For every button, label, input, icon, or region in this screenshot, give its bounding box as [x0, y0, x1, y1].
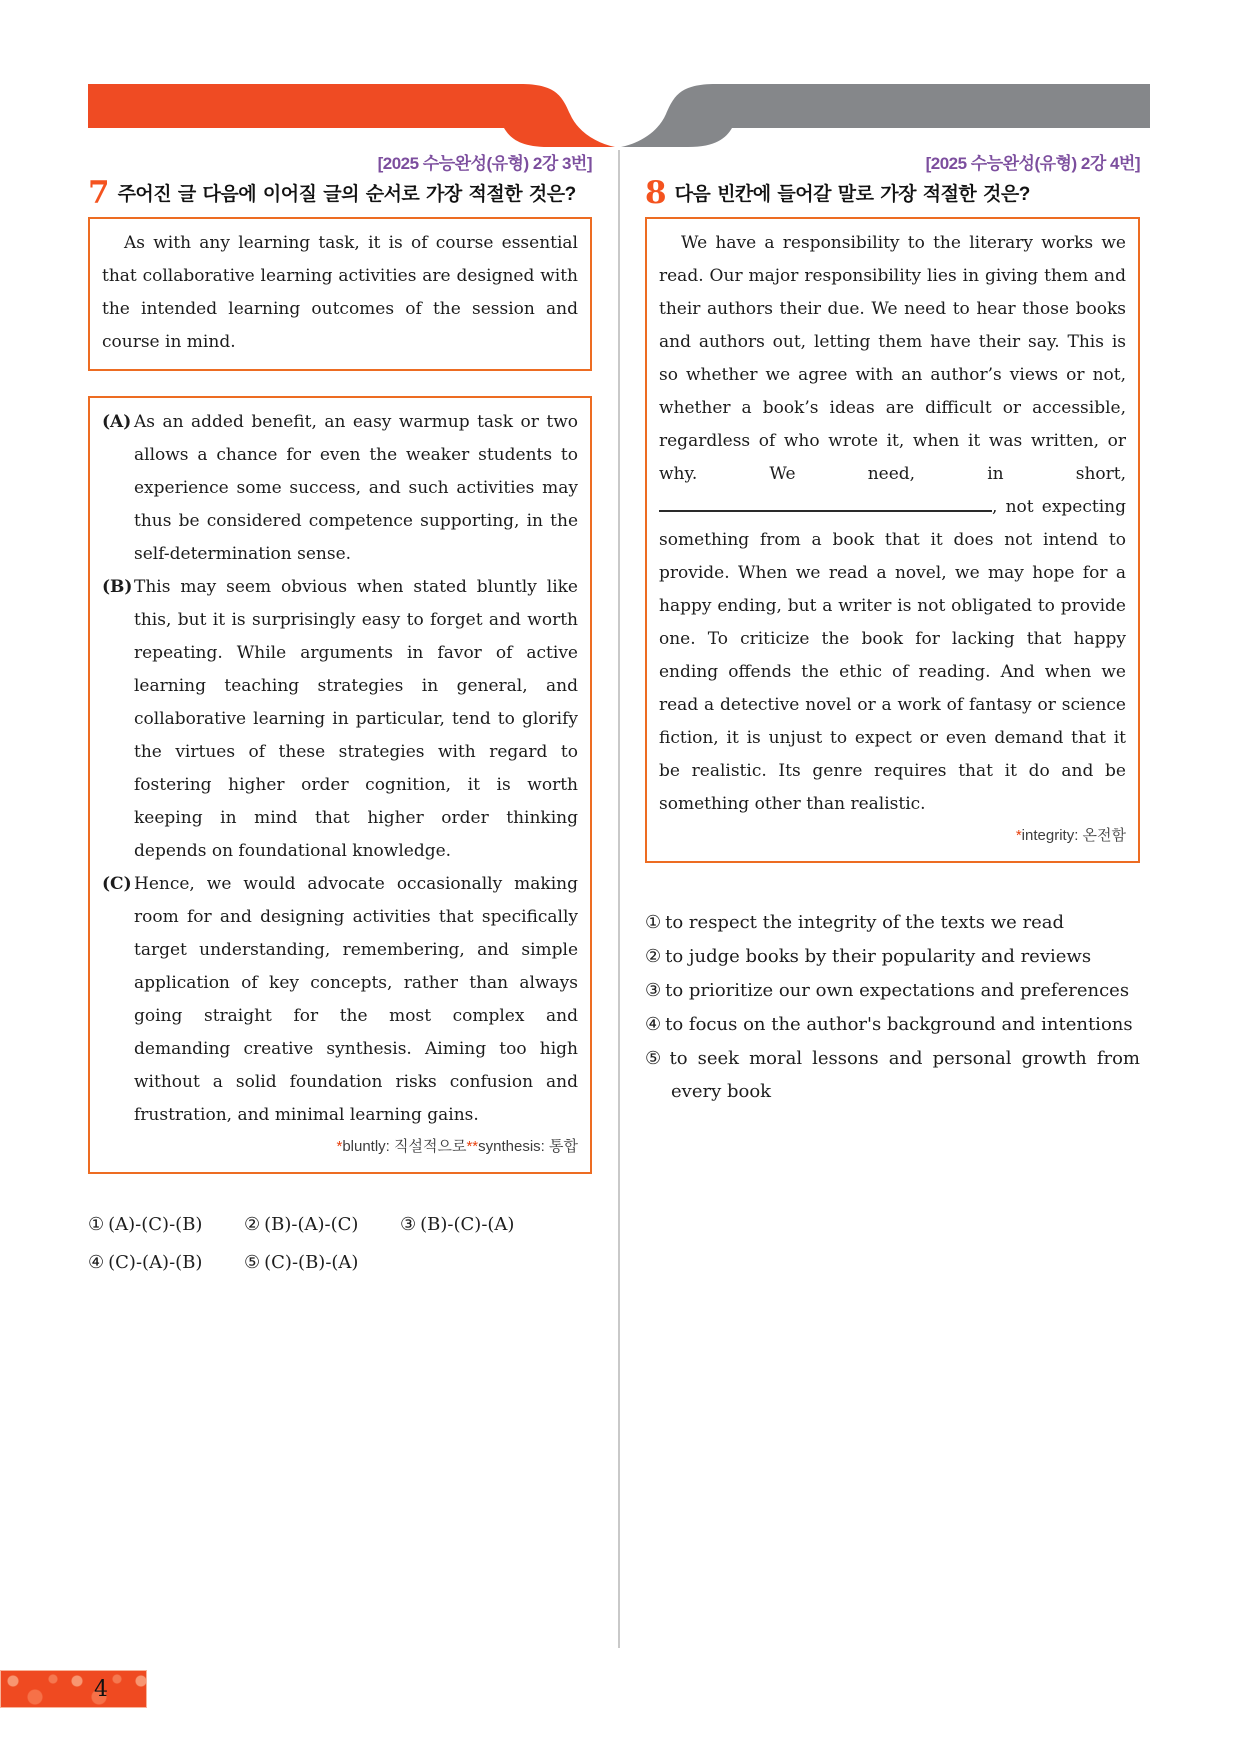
option-3-number: ③ — [400, 1214, 417, 1235]
option-5 — [645, 1042, 1140, 1108]
question-7-given-box — [88, 217, 592, 371]
option-2 — [244, 1208, 400, 1242]
footnote-text: integrity: 온전함 — [1021, 827, 1126, 844]
question-8-column — [645, 152, 1140, 1109]
option-2-text: to judge books by their popularity and reviews — [665, 946, 1092, 967]
option-5-number: ⑤ — [244, 1252, 261, 1273]
option-4 — [88, 1246, 244, 1280]
footnote-asterisk: ** — [466, 1138, 479, 1155]
question-8-passage — [659, 227, 1126, 821]
option-1-number: ① — [88, 1214, 105, 1235]
header-band-left — [88, 84, 615, 147]
paragraph-B-text: This may seem obvious when stated bluntly like this, but it is surprisingly easy to forget and worth repeating. While arguments in favor of active learning teaching strategies in general, and collaborative learning in particular, tend to glorify the virtues of these strategies with regard to fostering higher order cognition, it is worth keeping in mind that higher order thinking depends on foundational knowledge. — [134, 577, 578, 861]
option-1 — [645, 906, 1140, 939]
paragraph-A-text: As an added benefit, an easy warmup task or two allows a chance for even the weaker students to experience some success, and such activities may thus be considered competence supporting, in the self-determination sense. — [134, 412, 578, 564]
question-7-column — [88, 152, 592, 1280]
question-8-heading — [645, 175, 1140, 211]
passage-before-blank: We have a responsibility to the literary works we read. Our major responsibility lies in giving them and their authors their due. We need to hear those books and authors out, letting them have their say. This is so whether we agree with an author’s views or not, whether a book’s ideas are difficult or accessible, regardless of who wrote it, when it was written, or why. We need, in short, — [659, 233, 1126, 484]
paragraph-A-label: (A) — [102, 412, 132, 432]
option-2-number: ② — [645, 946, 662, 967]
question-7-prompt: 주어진 글 다음에 이어질 글의 순서로 가장 적절한 것은? — [117, 184, 576, 205]
option-3 — [400, 1208, 592, 1242]
header-decoration — [0, 0, 1240, 160]
option-4-number: ④ — [88, 1252, 105, 1273]
footnote-text: bluntly: 직설적으로 — [342, 1138, 467, 1155]
paragraph-B-label: (B) — [102, 577, 133, 597]
question-8-footnote — [659, 821, 1126, 851]
question-8-options — [645, 906, 1140, 1108]
option-5-text: (C)-(B)-(A) — [264, 1252, 359, 1273]
paragraph-B — [102, 571, 578, 868]
page-number-band — [0, 1670, 147, 1708]
passage-after-blank: , not expecting something from a book that it does not intend to provide. When we read a novel, we may hope for a happy ending, but a writer is not obligated to provide one. To criticize the book for lacking that happy ending offends the ethic of reading. And when we read a detective novel or a work of fantasy or science fiction, it is unjust to expect or even demand that it be realistic. Its genre requires that it do and be something other than realistic. — [659, 497, 1126, 814]
option-5 — [244, 1246, 400, 1280]
paragraph-A — [102, 406, 578, 571]
footnote-text: synthesis: 통합 — [478, 1138, 578, 1155]
footnote-asterisk: * — [336, 1138, 343, 1155]
fill-in-blank-line — [659, 498, 992, 512]
question-8-passage-box — [645, 217, 1140, 863]
option-3 — [645, 974, 1140, 1007]
option-1-text: (A)-(C)-(B) — [108, 1214, 203, 1235]
paragraph-C-label: (C) — [102, 874, 132, 894]
option-3-text: to prioritize our own expectations and preferences — [665, 980, 1130, 1001]
footnote-asterisk: * — [1015, 827, 1022, 844]
option-2-text: (B)-(A)-(C) — [264, 1214, 359, 1235]
option-4-text: (C)-(A)-(B) — [108, 1252, 203, 1273]
question-7-number: 7 — [88, 175, 110, 211]
page-number: 4 — [94, 1676, 108, 1702]
question-7-options — [88, 1208, 592, 1280]
column-divider — [618, 150, 620, 1648]
source-reference-q7: [2025 수능완성(유형) 2강 3번] — [377, 154, 592, 173]
header-band-right — [621, 84, 1150, 147]
option-4-number: ④ — [645, 1014, 662, 1035]
option-1-number: ① — [645, 912, 662, 933]
question-7-heading — [88, 175, 592, 211]
question-7-given-text: As with any learning task, it is of course essential that collaborative learning activities are designed with the intended learning outcomes of the session and course in mind. — [102, 233, 578, 352]
question-7-footnote — [102, 1132, 578, 1162]
paragraph-C-text: Hence, we would advocate occasionally making room for and designing activities that specifically target understanding, remembering, and simple application of key concepts, rather than always going straight for the most complex and demanding creative synthesis. Aiming too high without a solid foundation risks confusion and frustration, and minimal learning gains. — [134, 874, 578, 1125]
source-reference-q8: [2025 수능완성(유형) 2강 4번] — [925, 154, 1140, 173]
option-4 — [645, 1008, 1140, 1041]
option-3-text: (B)-(C)-(A) — [420, 1214, 515, 1235]
option-2 — [645, 940, 1140, 973]
option-3-number: ③ — [645, 980, 662, 1001]
question-7-paragraphs-box — [88, 396, 592, 1174]
option-5-text: to seek moral lessons and personal growth from every book — [669, 1048, 1140, 1102]
option-4-text: to focus on the author's background and intentions — [665, 1014, 1133, 1035]
paragraph-C — [102, 868, 578, 1132]
option-2-number: ② — [244, 1214, 261, 1235]
question-8-prompt: 다음 빈칸에 들어갈 말로 가장 적절한 것은? — [674, 184, 1030, 205]
option-1 — [88, 1208, 244, 1242]
question-8-number: 8 — [645, 175, 667, 211]
option-1-text: to respect the integrity of the texts we read — [665, 912, 1065, 933]
option-5-number: ⑤ — [645, 1048, 666, 1069]
